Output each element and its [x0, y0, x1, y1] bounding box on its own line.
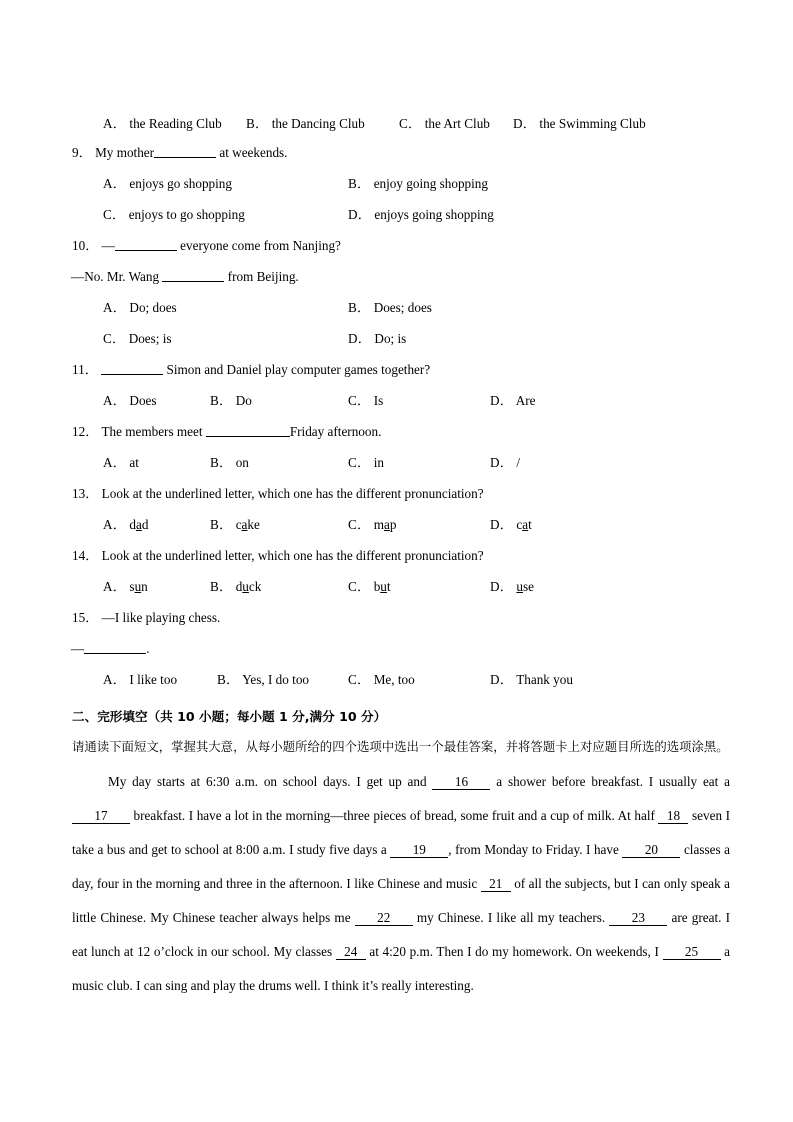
question-12-text-after: Friday afternoon.: [289, 424, 382, 439]
question-9-number: 9．: [72, 145, 92, 160]
question-14-option-b[interactable]: B． duck: [210, 579, 262, 594]
continued-options-row: [72, 108, 730, 137]
question-11-option-a[interactable]: A． Does: [103, 393, 157, 408]
question-10-option-b[interactable]: B． Does; does: [348, 300, 432, 315]
question-11-option-c[interactable]: C． Is: [348, 393, 384, 408]
question-11-options: [72, 385, 730, 416]
question-13-stem: [72, 478, 730, 509]
question-9-option-d[interactable]: D． enjoys going shopping: [348, 207, 494, 222]
question-9-option-c[interactable]: C． enjoys to go shopping: [103, 207, 245, 222]
question-10-number: 10．: [72, 238, 99, 253]
cloze-blank-24[interactable]: 24: [336, 945, 366, 960]
question-12-blank[interactable]: [206, 423, 290, 437]
question-12-option-c[interactable]: C． in: [348, 455, 384, 470]
question-14-options: [72, 571, 730, 602]
option-d[interactable]: D． the Swimming Club: [513, 116, 646, 131]
cloze-blank-23[interactable]: 23: [609, 911, 667, 926]
question-12-option-a[interactable]: A． at: [103, 455, 139, 470]
question-13-option-b[interactable]: B． cake: [210, 517, 260, 532]
question-13-option-a[interactable]: A． dad: [103, 517, 149, 532]
question-15-text: —I like playing chess.: [101, 610, 221, 625]
question-15-period: .: [146, 641, 150, 656]
question-11-option-d[interactable]: D． Are: [490, 393, 536, 408]
question-9-options-row1: [72, 168, 730, 199]
section-heading-cloze: 二、完形填空（共 10 小题；每小题 1 分,满分 10 分）: [72, 709, 387, 724]
question-13-number: 13．: [72, 486, 99, 501]
question-14-option-d[interactable]: D． use: [490, 579, 535, 594]
question-13-text: Look at the underlined letter, which one has the different pronunciation?: [101, 486, 484, 501]
cloze-blank-19[interactable]: 19: [390, 843, 448, 858]
question-12-option-d[interactable]: D． /: [490, 455, 521, 470]
question-9-text-before: My mother: [95, 145, 155, 160]
question-9-text-after: at weekends.: [216, 145, 288, 160]
question-9-blank[interactable]: [154, 144, 216, 158]
question-10-options-row2: [72, 323, 730, 354]
question-15-option-b[interactable]: B． Yes, I do too: [217, 672, 310, 687]
question-10-reply-after: from Beijing.: [224, 269, 299, 284]
option-b[interactable]: B． the Dancing Club: [246, 116, 365, 131]
question-15-options: [72, 664, 730, 695]
question-15-blank[interactable]: [84, 640, 146, 654]
question-10-text-after: everyone come from Nanjing?: [176, 238, 341, 253]
question-15-stem: [72, 602, 730, 633]
question-10-option-c[interactable]: C． Does; is: [103, 331, 172, 346]
question-14-number: 14．: [72, 548, 99, 563]
question-9-options-row2: [72, 199, 730, 230]
question-10-blank-1[interactable]: [115, 237, 177, 251]
question-15-answer-line: [71, 633, 730, 664]
question-14-option-a[interactable]: A． sun: [103, 579, 148, 594]
question-10-stem-line2: [71, 261, 730, 292]
question-11-blank[interactable]: [101, 361, 163, 375]
cloze-blank-18[interactable]: 18: [658, 809, 688, 824]
question-10-options-row1: [72, 292, 730, 323]
cloze-blank-17[interactable]: 17: [72, 809, 130, 824]
question-15-option-a[interactable]: A． I like too: [103, 672, 178, 687]
question-15-number: 15．: [72, 610, 99, 625]
option-c[interactable]: C． the Art Club: [399, 116, 490, 131]
question-12-options: [72, 447, 730, 478]
question-15-option-d[interactable]: D． Thank you: [490, 672, 573, 687]
cloze-blank-21[interactable]: 21: [481, 877, 511, 892]
question-15-dash: —: [71, 641, 85, 656]
question-10-reply-before: —No. Mr. Wang: [71, 269, 163, 284]
cloze-blank-22[interactable]: 22: [355, 911, 413, 926]
cloze-passage: [72, 765, 730, 1003]
question-12-text-before: The members meet: [101, 424, 206, 439]
cloze-blank-16[interactable]: 16: [432, 775, 490, 790]
question-15-option-c[interactable]: C． Me, too: [348, 672, 415, 687]
question-9-option-b[interactable]: B． enjoy going shopping: [348, 176, 488, 191]
option-a[interactable]: A． the Reading Club: [103, 116, 222, 131]
question-13-option-d[interactable]: D． cat: [490, 517, 532, 532]
cloze-passage-paragraph: My day starts at 6:30 a.m. on school days. I get up and 16 a shower before breakfast. I usually eat a 17 breakfast. I have a lot in the morning—three pieces of bread, some fruit and a cup of milk. At half 18 seven I take a bus and get to school at 8:00 a.m. I study five days a 19 , from Monday to Friday. I have 20 classes a day, four in the morning and three in the afternoon. I like Chinese and music 21 of all the subjects, but I can only speak a little Chinese. My Chinese teacher always helps me 22 my Chinese. I like all my teachers. 23 are great. I eat lunch at 12 o’clock in our school. My classes 24 at 4:20 p.m. Then I do my homework. On weekends, I 25 a music club. I can sing and play the drums well. I think it’s really interesting.: [72, 774, 731, 993]
question-10-dash: —: [101, 238, 115, 253]
question-11-option-b[interactable]: B． Do: [210, 393, 252, 408]
question-12-stem: [72, 416, 730, 447]
question-11-number: 11．: [72, 362, 98, 377]
question-12-number: 12．: [72, 424, 99, 439]
question-14-text: Look at the underlined letter, which one has the different pronunciation?: [101, 548, 484, 563]
question-13-option-c[interactable]: C． map: [348, 517, 397, 532]
question-10-option-a[interactable]: A． Do; does: [103, 300, 177, 315]
question-11-text-after: Simon and Daniel play computer games together?: [163, 362, 431, 377]
question-14-option-c[interactable]: C． but: [348, 579, 391, 594]
section-instruction: 请通读下面短文，掌握其大意，从每小题所给的四个选项中选出一个最佳答案，并将答题卡上对应题目所选的选项涂黑。: [72, 739, 729, 754]
question-11-stem: [72, 354, 730, 385]
question-14-stem: [72, 540, 730, 571]
cloze-blank-25[interactable]: 25: [663, 945, 721, 960]
question-9-stem: [72, 137, 730, 168]
question-13-options: [72, 509, 730, 540]
question-10-stem: [72, 230, 730, 261]
question-10-blank-2[interactable]: [162, 268, 224, 282]
question-10-option-d[interactable]: D． Do; is: [348, 331, 407, 346]
cloze-blank-20[interactable]: 20: [622, 843, 680, 858]
question-12-option-b[interactable]: B． on: [210, 455, 249, 470]
question-9-option-a[interactable]: A． enjoys go shopping: [103, 176, 232, 191]
